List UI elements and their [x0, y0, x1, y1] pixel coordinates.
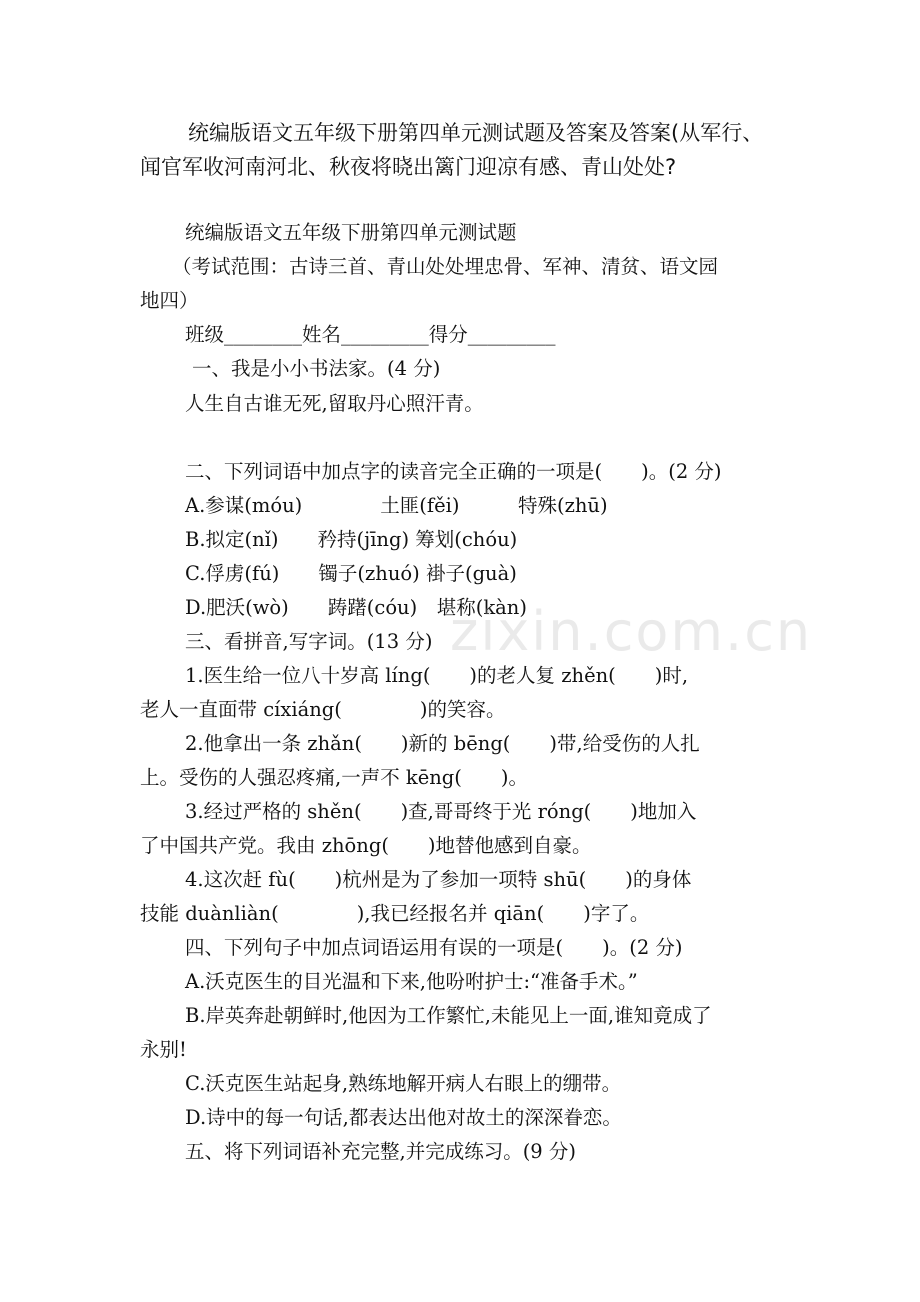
question-2-option-a: A.参谋(móu) 土匪(fěi) 特殊(zhū) [185, 494, 608, 517]
watermark: zixin.com.cn [450, 600, 813, 663]
question-1-text: 人生自古谁无死,留取丹心照汗青。 [185, 392, 484, 415]
question-5-title: 五、将下列词语补充完整,并完成练习。(9 分) [185, 1140, 577, 1163]
exam-scope-line-2: 地四） [140, 289, 199, 312]
document-title-line-2: 闻官军收河南河北、秋夜将晓出篱门迎凉有感、青山处处? [140, 155, 677, 179]
question-2-option-c: C.俘虏(fú) 镯子(zhuó) 褂子(guà) [185, 562, 517, 585]
question-3-item-3b: 了中国共产党。我由 zhōng( )地替他感到自豪。 [140, 834, 592, 857]
exam-subtitle: 统编版语文五年级下册第四单元测试题 [185, 221, 517, 244]
question-2-option-b: B.拟定(nǐ) 矜持(jīng) 筹划(chóu) [185, 528, 518, 551]
question-4-option-b-line-2: 永别! [140, 1038, 187, 1061]
question-4-option-a: A.沃克医生的目光温和下来,他吩咐护士:“准备手术。” [185, 970, 638, 993]
question-2-title: 二、下列词语中加点字的读音完全正确的一项是( )。(2 分) [185, 460, 722, 483]
question-3-item-2a: 2.他拿出一条 zhǎn( )新的 bēng( )带,给受伤的人扎 [185, 732, 700, 755]
question-4-option-b-line-1: B.岸英奔赴朝鲜时,他因为工作繁忙,未能见上一面,谁知竟成了 [185, 1004, 712, 1027]
student-info-line: 班级________姓名_________得分_________ [185, 323, 556, 346]
question-3-item-4a: 4.这次赶 fù( )杭州是为了参加一项特 shū( )的身体 [185, 868, 692, 891]
question-3-item-1b: 老人一直面带 cíxiáng( )的笑容。 [140, 698, 506, 721]
exam-scope-line-1: （考试范围：古诗三首、青山处处埋忠骨、军神、清贫、语文园 [172, 255, 719, 278]
question-2-option-d: D.肥沃(wò) 踌躇(cóu) 堪称(kàn) [185, 596, 527, 619]
question-3-item-3a: 3.经过严格的 shěn( )查,哥哥终于光 róng( )地加入 [185, 800, 697, 823]
question-3-item-4b: 技能 duànliàn( ),我已经报名并 qiān( )字了。 [140, 902, 650, 925]
question-4-title: 四、下列句子中加点词语运用有误的一项是( )。(2 分) [185, 936, 683, 959]
document-title-line-1: 统编版语文五年级下册第四单元测试题及答案及答案(从军行、 [188, 121, 764, 145]
question-3-title: 三、看拼音,写字词。(13 分) [185, 630, 433, 653]
question-1-title: 一、我是小小书法家。(4 分) [192, 357, 441, 380]
question-4-option-d: D.诗中的每一句话,都表达出他对故土的深深眷恋。 [185, 1106, 622, 1129]
question-3-item-1a: 1.医生给一位八十岁高 líng( )的老人复 zhěn( )时, [185, 664, 689, 687]
question-3-item-2b: 上。受伤的人强忍疼痛,一声不 kēng( )。 [140, 766, 529, 789]
question-4-option-c: C.沃克医生站起身,熟练地解开病人右眼上的绷带。 [185, 1072, 622, 1095]
